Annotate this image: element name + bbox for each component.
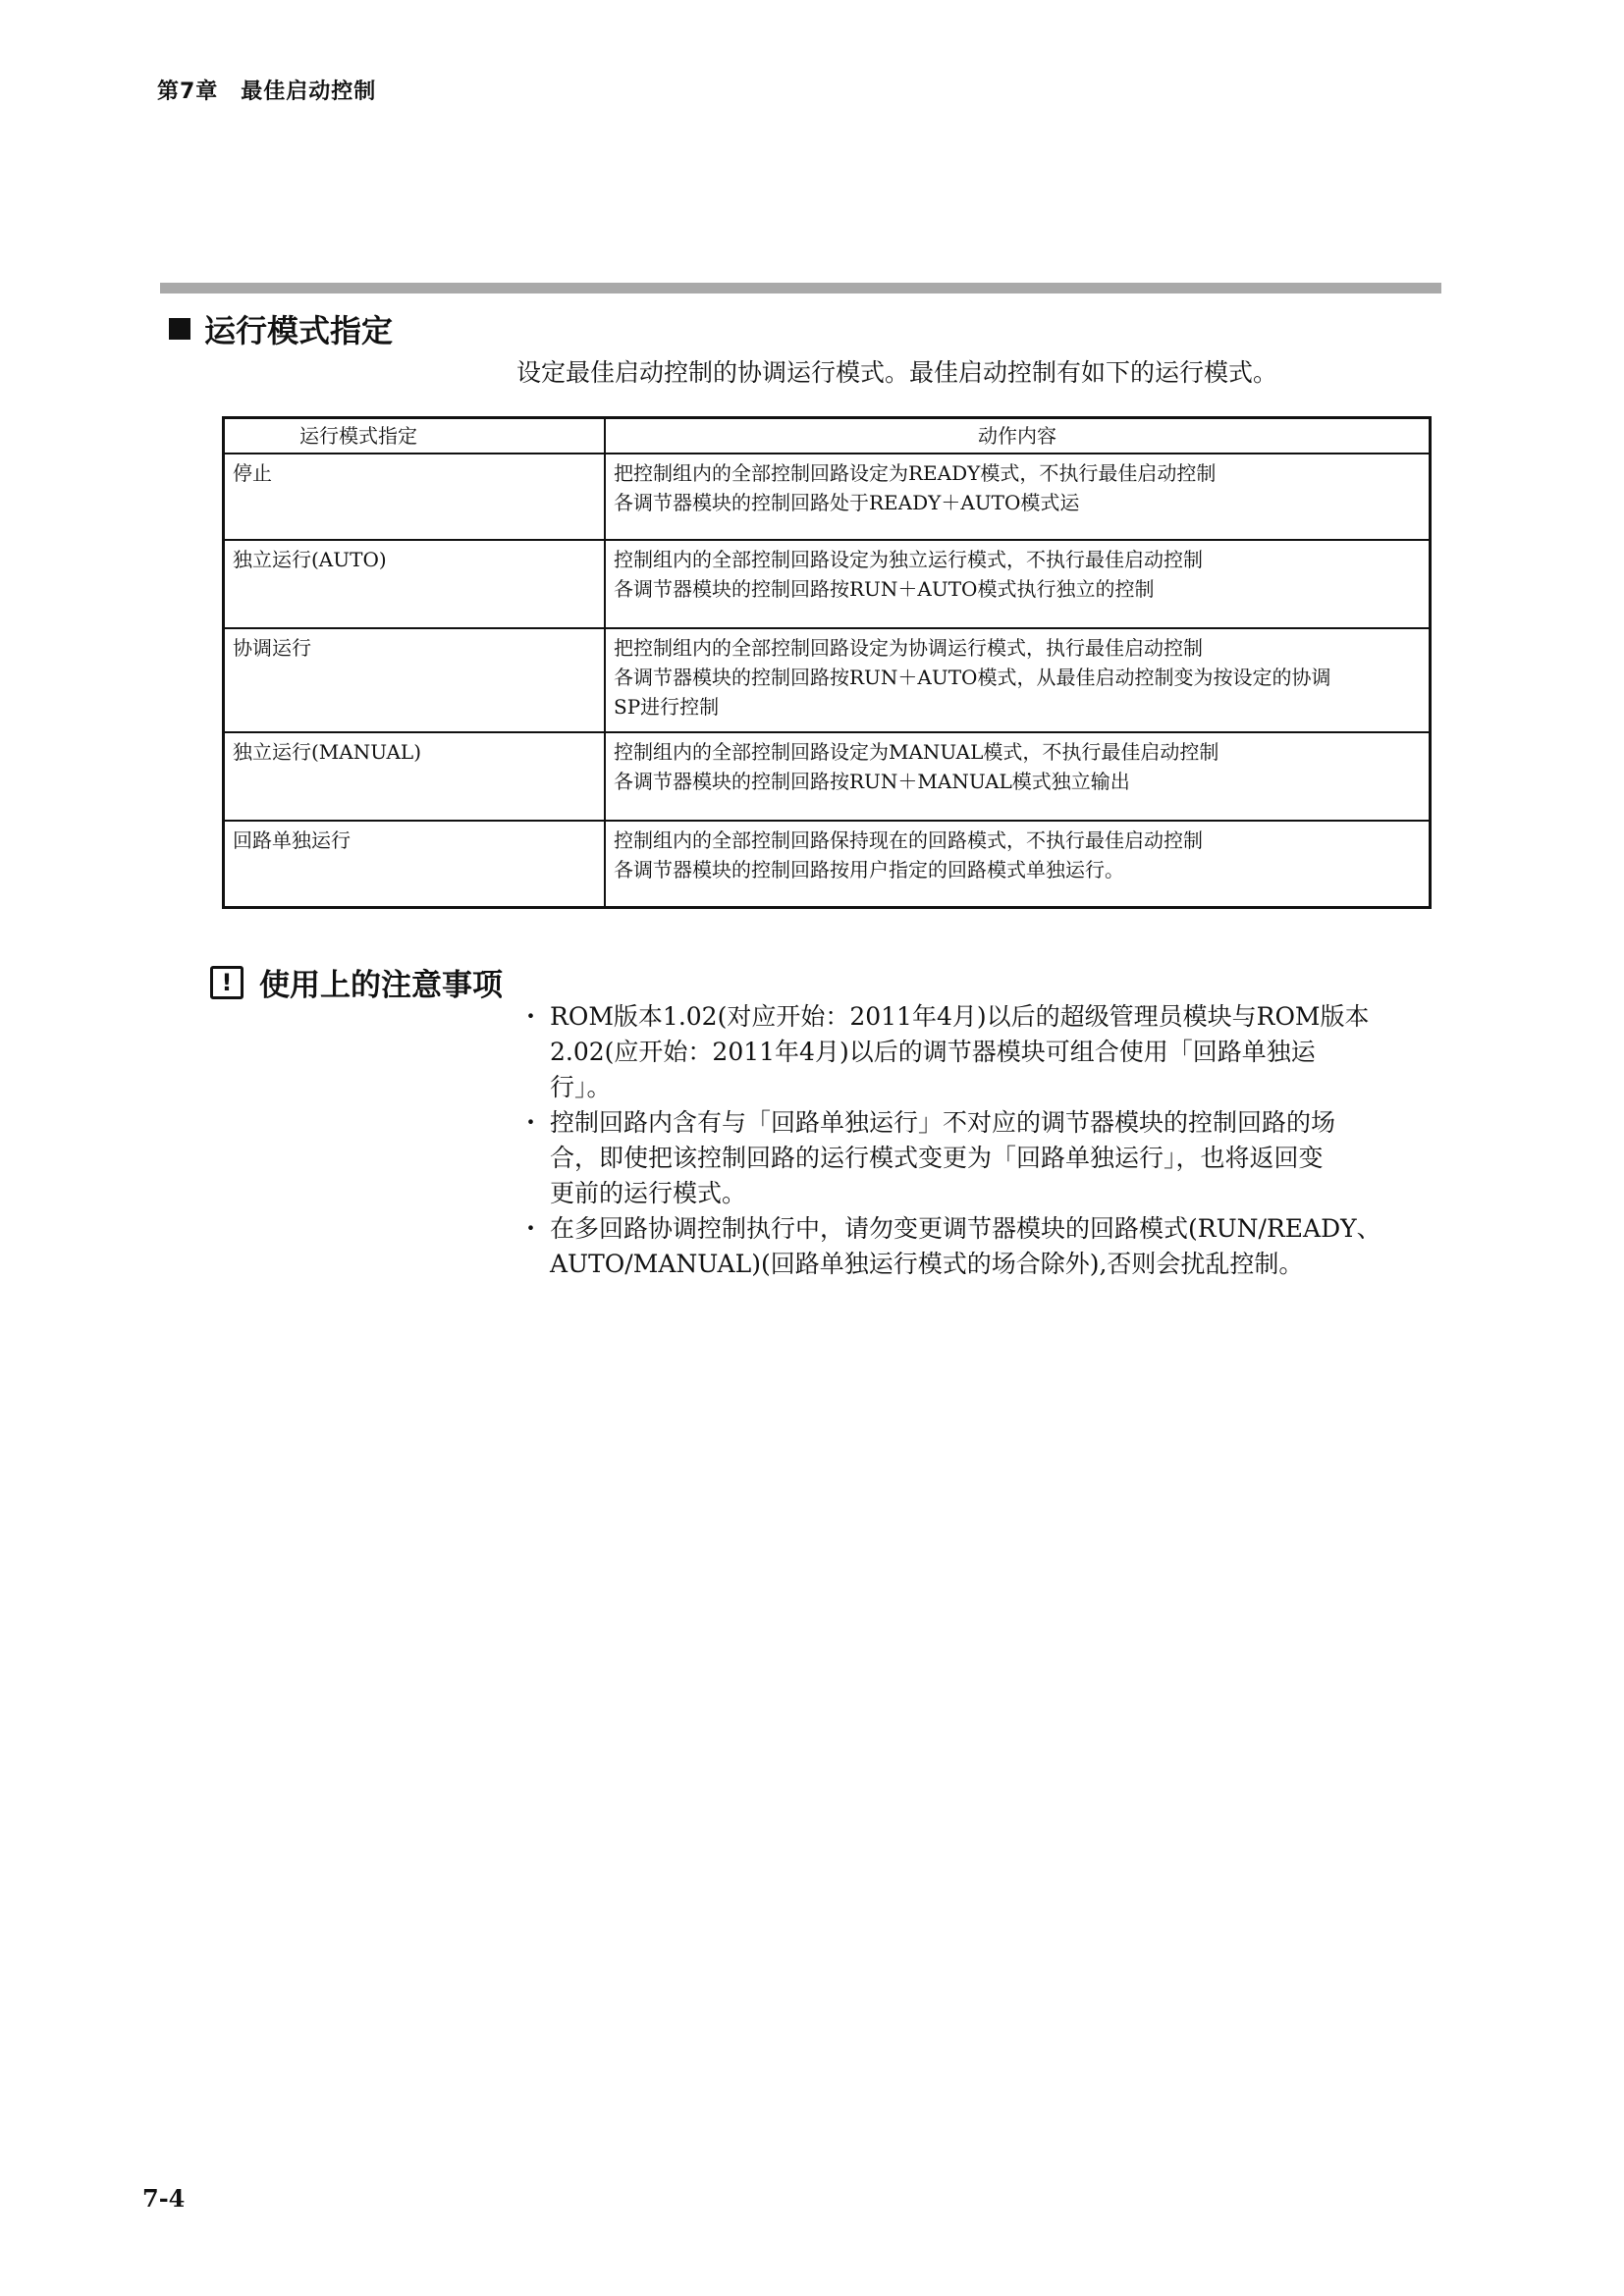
action-line: 各调节器模块的控制回路按RUN＋AUTO模式，从最佳启动控制变为按设定的协调 <box>614 666 1331 689</box>
mode-cell: 独立运行(MANUAL) <box>224 732 606 821</box>
mode-cell: 停止 <box>224 454 606 540</box>
action-line: SP进行控制 <box>614 695 720 719</box>
action-line: 把控制组内的全部控制回路设定为协调运行模式，执行最佳启动控制 <box>614 636 1203 660</box>
action-line: 各调节器模块的控制回路按用户指定的回路模式单独运行。 <box>614 858 1124 881</box>
note-line: AUTO/MANUAL)(回路单独运行模式的场合除外),否则会扰乱控制。 <box>550 1250 1304 1278</box>
action-line: 各调节器模块的控制回路按RUN＋MANUAL模式独立输出 <box>614 770 1130 793</box>
table-row <box>224 628 1431 732</box>
page-number: 7-4 <box>142 2184 186 2213</box>
chapter-header: 第7章 最佳启动控制 <box>157 80 377 104</box>
caution-heading <box>210 960 503 1004</box>
mode-cell: 协调运行 <box>224 628 606 732</box>
note-line: 合，即使把该控制回路的运行模式变更为「回路单独运行」，也将返回变 <box>550 1144 1324 1172</box>
section-intro: 设定最佳启动控制的协调运行模式。最佳启动控制有如下的运行模式。 <box>516 358 1278 387</box>
table-row <box>224 732 1431 821</box>
action-line: 各调节器模块的控制回路按RUN＋AUTO模式执行独立的控制 <box>614 577 1155 601</box>
caution-title: 使用上的注意事项 <box>259 968 503 1003</box>
note-line: 行」。 <box>550 1073 612 1101</box>
list-item <box>518 999 1441 1105</box>
note-line: 2.02(应开始：2011年4月)以后的调节器模块可组合使用「回路单独运 <box>550 1038 1316 1066</box>
table-header-row <box>224 418 1431 454</box>
bullet-icon: ・ <box>518 1214 544 1243</box>
note-line: 更前的运行模式。 <box>550 1179 747 1207</box>
action-cell <box>605 540 1431 628</box>
table-row <box>224 540 1431 628</box>
section-heading <box>169 306 393 351</box>
action-line: 控制组内的全部控制回路设定为MANUAL模式，不执行最佳启动控制 <box>614 740 1219 764</box>
list-item <box>518 1105 1441 1211</box>
column-header-action: 动作内容 <box>605 418 1431 454</box>
mode-cell: 独立运行(AUTO) <box>224 540 606 628</box>
action-cell <box>605 628 1431 732</box>
table-row <box>224 821 1431 908</box>
column-header-mode: 运行模式指定 <box>224 418 606 454</box>
caution-notes <box>518 999 1441 1282</box>
warning-icon: ! <box>210 966 244 999</box>
square-bullet-icon <box>169 318 190 340</box>
action-line: 控制组内的全部控制回路保持现在的回路模式，不执行最佳启动控制 <box>614 828 1203 852</box>
note-line: 在多回路协调控制执行中，请勿变更调节器模块的回路模式(RUN/READY、 <box>550 1214 1381 1243</box>
action-cell <box>605 732 1431 821</box>
table-row <box>224 454 1431 540</box>
operation-mode-table <box>222 416 1432 909</box>
action-line: 控制组内的全部控制回路设定为独立运行模式，不执行最佳启动控制 <box>614 548 1203 571</box>
section-divider <box>160 283 1441 294</box>
note-line: 控制回路内含有与「回路单独运行」不对应的调节器模块的控制回路的场 <box>550 1108 1336 1137</box>
mode-cell: 回路单独运行 <box>224 821 606 908</box>
action-line: 各调节器模块的控制回路处于READY＋AUTO模式运 <box>614 491 1080 514</box>
note-line: ROM版本1.02(对应开始：2011年4月)以后的超级管理员模块与ROM版本 <box>550 1002 1370 1031</box>
bullet-icon: ・ <box>518 1108 544 1137</box>
action-line: 把控制组内的全部控制回路设定为READY模式，不执行最佳启动控制 <box>614 461 1217 485</box>
section-title: 运行模式指定 <box>204 312 394 349</box>
action-cell <box>605 821 1431 908</box>
action-cell <box>605 454 1431 540</box>
list-item <box>518 1211 1441 1282</box>
bullet-icon: ・ <box>518 1002 544 1031</box>
